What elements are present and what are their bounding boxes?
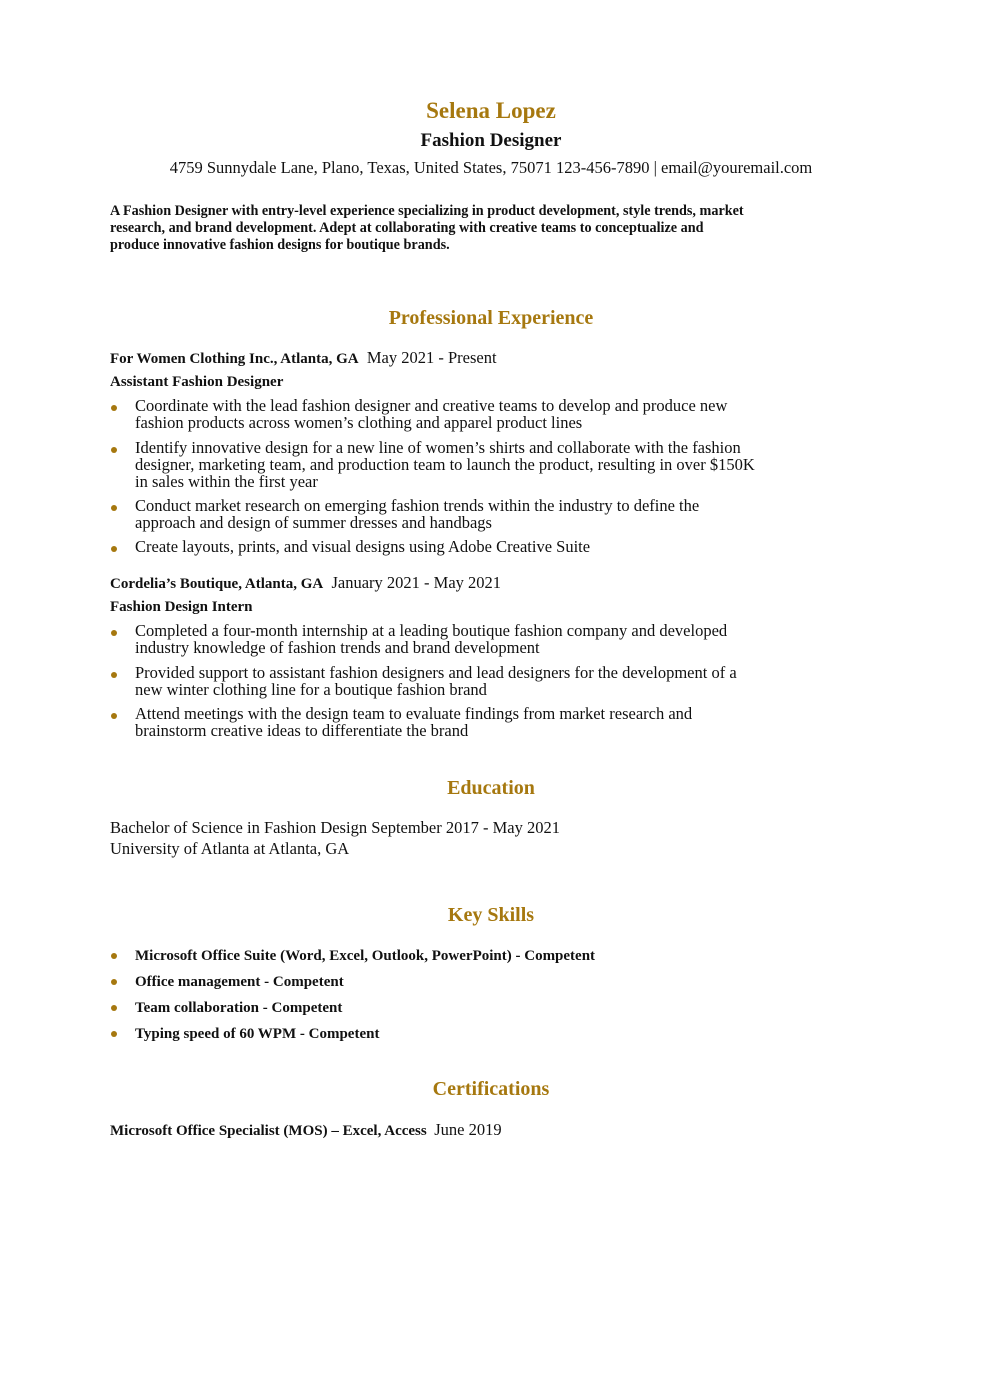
job-bullet bbox=[135, 497, 895, 531]
bullet-line: Attend meetings with the design team to evaluate findings from market research and bbox=[135, 704, 693, 723]
job-bullet bbox=[135, 439, 895, 490]
job-header bbox=[110, 347, 497, 370]
job-bullet bbox=[135, 664, 895, 698]
professional-summary bbox=[110, 203, 890, 254]
bullet-dot-icon bbox=[111, 505, 117, 511]
job-header bbox=[110, 572, 501, 595]
bullet-line: Identify innovative design for a new line of women’s shirts and collaborate with the fashion bbox=[135, 438, 741, 457]
bullet-dot-icon bbox=[111, 447, 117, 453]
skill-item bbox=[135, 946, 595, 966]
skill-item bbox=[135, 972, 344, 992]
bullet-dot-icon bbox=[111, 672, 117, 678]
bullet-line: fashion products across women’s clothing and apparel product lines bbox=[135, 413, 583, 432]
skill-label: Office management - Competent bbox=[135, 974, 344, 990]
bullet-dot-icon bbox=[111, 630, 117, 636]
job-title: Fashion Designer bbox=[420, 130, 562, 151]
skill-label: Typing speed of 60 WPM - Competent bbox=[135, 1026, 380, 1042]
bullet-dot-icon bbox=[111, 546, 117, 552]
job-role: Assistant Fashion Designer bbox=[110, 374, 284, 390]
job-bullet bbox=[135, 397, 895, 431]
bullet-dot-icon bbox=[111, 953, 117, 959]
section-heading-skills: Key Skills bbox=[447, 904, 535, 926]
certification-item bbox=[110, 1119, 502, 1142]
job-dates: January 2021 - May 2021 bbox=[331, 573, 502, 592]
skill-item bbox=[135, 998, 342, 1018]
bullet-dot-icon bbox=[111, 1031, 117, 1037]
bullet-dot-icon bbox=[111, 405, 117, 411]
job-bullet bbox=[135, 538, 895, 555]
bullet-dot-icon bbox=[111, 979, 117, 985]
summary-line: produce innovative fashion designs for boutique brands. bbox=[110, 237, 450, 253]
section-heading-experience: Professional Experience bbox=[388, 307, 594, 329]
job-dates: May 2021 - Present bbox=[366, 348, 497, 367]
bullet-line: approach and design of summer dresses and handbags bbox=[135, 513, 492, 532]
bullet-line: Coordinate with the lead fashion designer and creative teams to develop and produce new bbox=[135, 396, 728, 415]
job-role: Fashion Design Intern bbox=[110, 599, 253, 615]
skill-label: Microsoft Office Suite (Word, Excel, Outlook, PowerPoint) - Competent bbox=[135, 948, 596, 964]
bullet-line: industry knowledge of fashion trends and brand development bbox=[135, 638, 540, 657]
summary-line: A Fashion Designer with entry-level experience specializing in product development, style trends, market bbox=[110, 203, 744, 219]
bullet-dot-icon bbox=[111, 1005, 117, 1011]
bullet-line: brainstorm creative ideas to differentiate the brand bbox=[135, 721, 469, 740]
bullet-dot-icon bbox=[111, 713, 117, 719]
certification-date: June 2019 bbox=[434, 1120, 502, 1139]
job-company: For Women Clothing Inc., Atlanta, GA bbox=[110, 351, 359, 367]
bullet-line: Create layouts, prints, and visual designs using Adobe Creative Suite bbox=[135, 537, 591, 556]
bullet-line: in sales within the first year bbox=[135, 472, 318, 491]
certification-name: Microsoft Office Specialist (MOS) – Excel, Access bbox=[110, 1123, 427, 1139]
skill-label: Team collaboration - Competent bbox=[135, 1000, 343, 1016]
bullet-line: Conduct market research on emerging fashion trends within the industry to define the bbox=[135, 496, 700, 515]
summary-line: research, and brand development. Adept at collaborating with creative teams to conceptualize and bbox=[110, 220, 704, 236]
bullet-line: Provided support to assistant fashion designers and lead designers for the development of a bbox=[135, 663, 737, 682]
education-degree: Bachelor of Science in Fashion Design September 2017 - May 2021 bbox=[110, 818, 560, 837]
section-heading-education: Education bbox=[447, 777, 535, 799]
job-bullet bbox=[135, 705, 895, 739]
skill-item bbox=[135, 1024, 379, 1044]
bullet-line: designer, marketing team, and production team to launch the product, resulting in over $150K bbox=[135, 455, 755, 474]
job-company: Cordelia’s Boutique, Atlanta, GA bbox=[110, 576, 324, 592]
contact-line: 4759 Sunnydale Lane, Plano, Texas, United States, 75071 123-456-7890 | email@youremail.com bbox=[169, 158, 813, 177]
bullet-line: new winter clothing line for a boutique fashion brand bbox=[135, 680, 487, 699]
education-school: University of Atlanta at Atlanta, GA bbox=[110, 839, 350, 858]
bullet-line: Completed a four-month internship at a leading boutique fashion company and developed bbox=[135, 621, 728, 640]
job-bullet bbox=[135, 622, 895, 656]
section-heading-certifications: Certifications bbox=[432, 1078, 550, 1100]
candidate-name: Selena Lopez bbox=[426, 98, 556, 123]
